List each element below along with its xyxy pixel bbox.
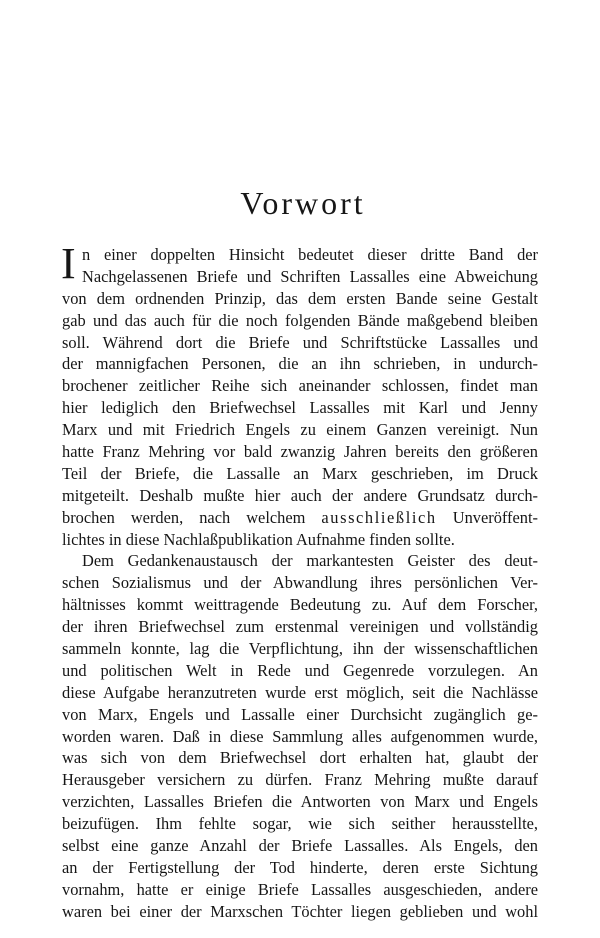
text-segment: worden waren. Daß in diese Sammlung alles aufgenommen wurde,	[62, 726, 538, 746]
text-segment: von Marx, Engels und Lassalle einer Durchsicht zugänglich ge-	[62, 704, 538, 724]
text-segment: sammeln konnte, lag die Verpflichtung, ihn der wissenschaftlichen	[62, 639, 538, 659]
text-line	[62, 485, 538, 507]
text-line	[62, 769, 538, 791]
text-segment: waren bei einer der Marxschen Töchter liegen geblieben und wohl	[62, 901, 538, 921]
text-segment: diese Aufgabe heranzutreten wurde erst möglich, seit die Nachlässe	[62, 682, 538, 702]
text-segment: was sich von dem Briefwechsel dort erhalten hat, glaubt der	[62, 748, 538, 768]
text-segment: von dem ordnenden Prinzip, das dem ersten Bande seine Gestalt	[62, 288, 538, 308]
text-segment: der ihren Briefwechsel zum erstenmal vereinigen und vollständig	[62, 617, 538, 637]
text-segment: mitgeteilt. Deshalb mußte hier auch der andere Grundsatz durch-	[62, 485, 538, 505]
text-segment: brochen werden, nach welchem	[62, 507, 322, 527]
page-title: Vorwort	[240, 185, 366, 221]
text-line	[62, 266, 538, 288]
text-line	[62, 835, 538, 857]
text-segment: hältnisses kommt weittragende Bedeutung zu. Auf dem Forscher,	[62, 595, 538, 615]
text-line	[62, 288, 538, 310]
text-line	[62, 419, 538, 441]
text-line	[62, 441, 538, 463]
text-segment: soll. Während dort die Briefe und Schriftstücke Lassalles und	[62, 332, 538, 352]
text-line	[62, 375, 538, 397]
text-line	[62, 310, 538, 332]
text-line	[62, 616, 538, 638]
drop-cap: I	[61, 239, 76, 288]
text-segment: und politischen Welt in Rede und Gegenrede vorzulegen. An	[62, 660, 538, 680]
text-line	[62, 813, 538, 835]
text-line	[62, 332, 538, 354]
text-segment: Unveröffent-	[436, 507, 538, 527]
text-segment: gab und das auch für die noch folgenden Bände maßgebend bleiben	[62, 310, 538, 330]
text-line	[62, 550, 538, 572]
text-line	[62, 594, 538, 616]
text-line	[62, 572, 538, 594]
text-line	[62, 660, 538, 682]
text-line	[62, 879, 538, 901]
text-line	[62, 397, 538, 419]
text-segment: der mannigfachen Personen, die an ihn schrieben, in undurch-	[62, 354, 538, 374]
text-segment: vornahm, hatte er einige Briefe Lassalles ausgeschieden, andere	[62, 879, 538, 899]
text-segment: verzichten, Lassalles Briefen die Antworten von Marx und Engels	[62, 792, 538, 812]
text-line	[62, 901, 538, 923]
text-segment: beizufügen. Ihm fehlte sogar, wie sich seither herausstellte,	[62, 814, 538, 834]
text-line	[62, 791, 538, 813]
text-line	[62, 244, 538, 266]
text-segment: hier lediglich den Briefwechsel Lassalles mit Karl und Jenny	[62, 398, 538, 418]
body-text	[61, 239, 538, 923]
text-line	[62, 726, 538, 748]
text-segment: an der Fertigstellung der Tod hinderte, deren erste Sichtung	[62, 857, 538, 877]
text-segment: hatte Franz Mehring vor bald zwanzig Jahren bereits den größeren	[62, 442, 538, 462]
text-line	[62, 747, 538, 769]
text-line	[62, 463, 538, 485]
text-line	[62, 353, 538, 375]
text-segment: Nachgelassenen Briefe und Schriften Lassalles eine Abweichung	[82, 266, 538, 286]
text-line	[62, 507, 538, 529]
emphasized-word: ausschließlich	[321, 507, 437, 527]
text-segment: schen Sozialismus und der Abwandlung ihres persönlichen Ver-	[62, 573, 538, 593]
text-segment: selbst eine ganze Anzahl der Briefe Lassalles. Als Engels, den	[62, 836, 538, 856]
text-segment: n einer doppelten Hinsicht bedeutet dieser dritte Band der	[82, 245, 538, 264]
text-segment: brochener zeitlicher Reihe sich aneinander schlossen, findet man	[62, 376, 538, 396]
text-line	[62, 682, 538, 704]
text-line	[62, 857, 538, 879]
text-segment: Dem Gedankenaustausch der markantesten Geister des deut-	[82, 551, 538, 571]
text-segment: lichtes in diese Nachlaßpublikation Aufnahme finden sollte.	[62, 529, 455, 549]
text-segment: Herausgeber versichern zu dürfen. Franz Mehring mußte darauf	[62, 770, 538, 790]
text-segment: Teil der Briefe, die Lassalle an Marx geschrieben, im Druck	[62, 463, 538, 483]
text-segment: Marx und mit Friedrich Engels zu einem Ganzen vereinigt. Nun	[62, 420, 538, 440]
text-line	[62, 704, 538, 726]
text-line	[62, 638, 538, 660]
text-line	[62, 529, 538, 551]
